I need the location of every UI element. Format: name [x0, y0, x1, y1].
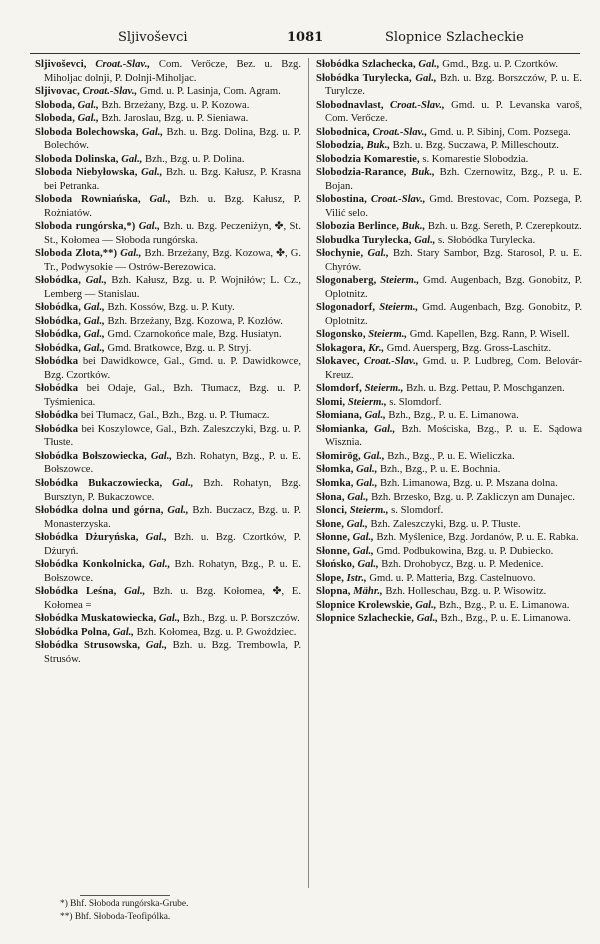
gazetteer-entry	[316, 58, 582, 72]
gazetteer-entry	[316, 518, 582, 532]
entry-details: Bzh. Mościska, Bzg., P. u. E. Sądowa Wisznia.	[325, 423, 582, 449]
entry-place-name: Słobódka	[35, 356, 79, 368]
entry-details: Bzh., Bzg., P. u. E. Limanowa.	[385, 410, 519, 422]
entry-details: Gmd. u. P. Sibinj, Com. Pozsega.	[427, 126, 571, 138]
left-column	[35, 58, 301, 666]
entry-region: Gal.,	[77, 113, 99, 125]
entry-place-name: Słobódka,	[35, 315, 81, 327]
entry-details: Bzh. u. Bzg. Kołomea, ✤, E. Kołomea =	[44, 586, 302, 611]
entry-details: Bzh. Rohatyn, Bzg., P. u. E. Bołszowce.	[44, 450, 301, 476]
entry-place-name: Sloboda Niebyłowska,	[35, 167, 138, 179]
entry-place-name: Słonne,	[316, 545, 350, 557]
gazetteer-entry	[316, 126, 582, 140]
entry-place-name: Słobódka	[35, 410, 79, 422]
gazetteer-entry	[316, 301, 582, 328]
running-header	[0, 30, 600, 50]
entry-place-name: Slokagora,	[316, 342, 366, 354]
gazetteer-entry	[316, 599, 582, 613]
entry-details: bei Odaje, Gal., Bzh. Tłumacz, Bzg. u. P. Tyśmienica.	[44, 383, 301, 408]
entry-region: Croat.-Slav.,	[82, 86, 138, 98]
entry-details: Bzh. Kołomea, Bzg. u. P. Gwoździec.	[133, 626, 297, 638]
entry-region: Gal.,	[150, 450, 173, 462]
entry-region: Gal.,	[416, 613, 438, 625]
gazetteer-entry	[35, 247, 301, 274]
entry-details: Bzh. Brzeżany, Bzg. Kozowa, ✤, G. Tr., Podwysokie — Ostrów-Berezowica.	[44, 248, 302, 273]
gazetteer-entry	[316, 166, 582, 193]
gazetteer-entry	[316, 531, 582, 545]
entry-place-name: Slobudka Turylecka,	[316, 234, 412, 246]
gazetteer-entry	[316, 585, 582, 599]
entry-place-name: Słobódka dolna und górna,	[35, 505, 164, 517]
entry-details: bei Dawidkowce, Gal., Gmd. u. P. Dawidkowce, Bzg. Czortków.	[44, 356, 301, 381]
entry-details: bei Koszylowce, Gal., Bzh. Zaleszczyki, Bzg. u. P. Tłuste.	[44, 423, 301, 449]
entry-region: Gal.,	[346, 518, 368, 530]
entry-place-name: Slobodzia,	[316, 140, 364, 152]
gazetteer-entry	[35, 166, 301, 193]
entry-region: Buk.,	[401, 221, 426, 233]
entry-details: Bzh., Bzg., P. u. E. Wieliczka.	[384, 450, 515, 462]
entry-region: Croat.-Slav.,	[370, 194, 426, 206]
entry-details: Com. Verőcze, Bez. u. Bzg. Miholjac dolnji, P. Dolnji-Miholjac.	[44, 59, 301, 84]
entry-place-name: Słomka,	[316, 477, 354, 489]
gazetteer-entry	[35, 58, 301, 85]
entry-details: Bzh. u. Bzg. Czortków, P. Dżuryń.	[44, 532, 301, 557]
entry-region: Gal.,	[83, 329, 105, 341]
gazetteer-entry	[316, 355, 582, 382]
entry-region: Gal.,	[145, 532, 167, 544]
footnote-1: *) Bhf. Słoboda rungórska-Grube.	[60, 899, 189, 909]
entry-place-name: Sloboda,	[35, 113, 75, 125]
entry-region: Gal.,	[77, 99, 99, 111]
entry-details: Bzh. Rohatyn, Bzg., P. u. E. Bołszowce.	[44, 559, 301, 584]
entry-region: Gal.,	[141, 167, 163, 179]
entry-region: Gal.,	[367, 248, 389, 260]
gazetteer-entry	[316, 220, 582, 234]
gazetteer-entry	[316, 342, 582, 356]
header-last-entry: Slopnice Szlacheckie	[385, 30, 524, 45]
entry-region: Steierm.,	[347, 396, 387, 408]
entry-details: Bzh. Holleschau, Bzg. u. P. Wisowitz.	[382, 586, 547, 598]
entry-details: Bzh. u. Bzg. Suczawa, P. Milleschoutz.	[390, 140, 559, 152]
gazetteer-entry	[35, 531, 301, 558]
entry-region: Gal.,	[121, 153, 143, 165]
entry-details: Bzh. Drohobycz, Bzg. u. P. Medenice.	[378, 559, 544, 571]
gazetteer-entry	[316, 382, 582, 396]
gazetteer-entry	[316, 572, 582, 586]
entry-details: s. Slomdorf.	[388, 505, 444, 517]
entry-details: Gmd. Augenbach, Bzg. Gonobitz, P. Oplotnitz.	[325, 275, 582, 300]
entry-region: Gal.,	[415, 72, 437, 84]
entry-place-name: Słonne,	[316, 532, 350, 544]
gazetteer-entry	[316, 477, 582, 491]
entry-details: Gmd. Czarnokońce male, Bzg. Husiatyn.	[104, 329, 282, 341]
header-rule	[30, 53, 580, 54]
entry-region: Istr.,	[346, 572, 367, 584]
entry-details: Bzh. u. Bzg. Pettau, P. Moschganzen.	[403, 383, 565, 395]
gazetteer-entry	[35, 85, 301, 99]
entry-details: Gmd. u. P. Lasinja, Com. Agram.	[137, 86, 281, 98]
entry-region: Gal.,	[138, 221, 160, 233]
entry-region: Gal.,	[124, 586, 146, 598]
entry-place-name: Slobostina,	[316, 194, 367, 206]
entry-place-name: Słomirög,	[316, 450, 361, 462]
entry-place-name: Słobódka,	[35, 302, 81, 314]
entry-details: Bzh. u. Bzg. Kałusz, P. Krasna bei Petranka.	[44, 167, 302, 192]
gazetteer-entry	[35, 504, 301, 531]
entry-place-name: Słobódka Konkolnicka,	[35, 559, 145, 571]
entry-place-name: Słobódka Turylecka,	[316, 72, 412, 84]
entry-place-name: Słobódka Polna,	[35, 626, 111, 638]
gazetteer-entry	[35, 342, 301, 356]
entry-region: Gal.,	[418, 59, 440, 70]
entry-details: bei Tłumacz, Gal., Bzh., Bzg. u. P. Tłumacz.	[78, 410, 270, 422]
entry-region: Gal.,	[83, 342, 105, 354]
entry-details: Gmd. Brestovac, Com. Pozsega, P. Vilić selo.	[325, 194, 582, 219]
entry-region: Gal.,	[120, 248, 142, 260]
entry-region: Buk.,	[411, 167, 435, 179]
entry-details: Gmd., Bzg. u. P. Czortków.	[439, 59, 559, 70]
entry-details: Bzh. Buczacz, Bzg. u. P. Monasterzyska.	[44, 505, 301, 530]
entry-region: Croat.-Slav.,	[95, 59, 151, 70]
entry-place-name: Słobódka,	[35, 275, 81, 287]
entry-place-name: Sloboda Rowniańska,	[35, 194, 141, 206]
entry-place-name: Slopna,	[316, 586, 351, 598]
entry-details: Gmd. u. P. Levanska varoš, Com. Verőcze.	[325, 99, 582, 125]
entry-region: Steierm.,	[380, 275, 420, 287]
gazetteer-entry	[35, 423, 301, 450]
entry-place-name: Slokavec,	[316, 356, 360, 368]
gazetteer-entry	[35, 315, 301, 329]
entry-place-name: Sloboda,	[35, 99, 75, 111]
gazetteer-entry	[316, 193, 582, 220]
entry-place-name: Słochynie,	[316, 248, 364, 260]
entry-place-name: Słobódka Bołszowiecka,	[35, 450, 147, 462]
entry-place-name: Slogonsko,	[316, 329, 366, 341]
entry-details: s. Słobódka Turylecka.	[435, 234, 536, 246]
entry-region: Kr.,	[368, 342, 385, 354]
entry-details: Gmd. Auersperg, Bzg. Gross-Laschitz.	[384, 342, 552, 354]
entry-details: Gmd. Podbukowina, Bzg. u. P. Dubiecko.	[373, 545, 554, 557]
entry-place-name: Sljivoševci,	[35, 59, 87, 70]
gazetteer-entry	[35, 558, 301, 585]
gazetteer-entry	[316, 409, 582, 423]
entry-place-name: Sljivovac,	[35, 86, 80, 98]
entry-region: Buk.,	[366, 140, 391, 152]
entry-details: Gmd. u. P. Matteria, Bzg. Castelnuovo.	[366, 572, 536, 584]
gazetteer-entry	[316, 274, 582, 301]
gazetteer-entry	[316, 450, 582, 464]
entry-region: Mähr.,	[353, 586, 383, 598]
entry-region: Gal.,	[356, 477, 378, 489]
entry-region: Steierm.,	[349, 505, 389, 517]
entry-place-name: Slobodnica,	[316, 126, 370, 138]
page-number: 1081	[287, 30, 324, 45]
entry-place-name: Slobodzia Komarestie,	[316, 153, 420, 165]
entry-details: Gmd. Bratkowce, Bzg. u. P. Stryj.	[104, 342, 252, 354]
entry-region: Gal.,	[356, 464, 378, 476]
entry-details: Bzh. Brzeżany, Bzg. u. P. Kozowa.	[98, 99, 250, 111]
entry-place-name: Slobozia Berlince,	[316, 221, 400, 233]
gazetteer-entry	[35, 126, 301, 153]
entry-region: Gal.,	[172, 477, 194, 489]
entry-details: Bzh. Kossów, Bzg. u. P. Kuty.	[104, 302, 235, 314]
entry-region: Gal.,	[145, 640, 167, 652]
entry-place-name: Słobódka	[35, 423, 79, 435]
entry-place-name: Slopnice Szlacheckie,	[316, 613, 415, 625]
entry-details: Bzh. Czernowitz, Bzg., P. u. E. Bojan.	[325, 167, 582, 192]
entry-region: Gal.,	[83, 302, 105, 314]
entry-place-name: Sloboda Złota,**)	[35, 248, 118, 260]
gazetteer-entry	[316, 558, 582, 572]
entry-details: Bzh., Bzg., P. u. E. Limanowa.	[437, 613, 571, 625]
gazetteer-entry	[316, 504, 582, 518]
entry-details: Bzh. Brzesko, Bzg. u. P. Zakliczyn am Dunajec.	[368, 491, 575, 503]
entry-place-name: Slonci,	[316, 505, 348, 517]
gazetteer-entry	[35, 301, 301, 315]
entry-details: Bzh. Myślenice, Bzg. Jordanów, P. u. E. Rabka.	[373, 532, 579, 544]
entry-place-name: Slogonaberg,	[316, 275, 377, 287]
gazetteer-entry	[316, 545, 582, 559]
entry-region: Steierm.,	[368, 329, 408, 341]
entry-place-name: Slope,	[316, 572, 344, 584]
entry-region: Gal.,	[414, 234, 436, 246]
entry-region: Gal.,	[357, 559, 379, 571]
entry-place-name: Słobódka Leśna,	[35, 586, 117, 598]
entry-details: Bzh. Stary Sambor, Bzg. Starosol, P. u. E. Chyrów.	[325, 248, 582, 273]
entry-place-name: Słona,	[316, 491, 345, 503]
entry-place-name: Slopnice Krolewskie,	[316, 599, 413, 611]
entry-place-name: Sloboda rungórska,*)	[35, 221, 136, 233]
gazetteer-entry	[316, 328, 582, 342]
entry-place-name: Słońsko,	[316, 559, 355, 571]
gazetteer-entry	[35, 153, 301, 167]
entry-region: Gal.,	[347, 491, 369, 503]
entry-details: s. Slomdorf.	[386, 396, 442, 408]
entry-details: Bzh. Brzeżany, Bzg. Kozowa, P. Kozłów.	[104, 315, 283, 327]
footnote-2: **) Bhf. Słoboda-Teofipólka.	[60, 911, 171, 922]
footnote-rule	[80, 895, 170, 896]
entry-place-name: Słobódka Strusowska,	[35, 640, 141, 652]
entry-details: Bzh. Kałusz, Bzg. u. P. Wojniłów; L. Cz., Lemberg — Stanislau.	[44, 275, 301, 300]
gazetteer-entry	[316, 396, 582, 410]
entry-place-name: Słobódka Bukaczowiecka,	[35, 477, 163, 489]
entry-details: Bzh. u. Bzg. Dolina, Bzg. u. P. Bolechów.	[44, 126, 301, 152]
entry-region: Gal.,	[141, 126, 164, 138]
right-column	[316, 58, 582, 626]
entry-region: Gal.,	[158, 613, 181, 625]
footnotes	[60, 898, 300, 923]
entry-place-name: Słobódka Muskatowiecka,	[35, 613, 157, 625]
entry-details: s. Komarestie Slobodzia.	[419, 153, 529, 165]
entry-place-name: Słobódka Dżuryńska,	[35, 532, 139, 544]
entry-place-name: Sloboda Dolinska,	[35, 153, 119, 165]
gazetteer-entry	[35, 612, 301, 626]
gazetteer-entry	[35, 112, 301, 126]
entry-details: Bzh., Bzg., P. u. E. Bochnia.	[377, 464, 501, 476]
entry-details: Bzh., Bzg., P. u. E. Limanowa.	[436, 599, 570, 611]
entry-region: Croat.-Slav.,	[372, 126, 428, 138]
entry-region: Gal.,	[149, 559, 171, 571]
gazetteer-entry	[316, 153, 582, 167]
entry-region: Gal.,	[83, 315, 105, 327]
gazetteer-entry	[35, 409, 301, 423]
entry-region: Gal.,	[363, 450, 385, 462]
gazetteer-entry	[35, 99, 301, 113]
gazetteer-entry	[316, 139, 582, 153]
entry-region: Steierm.,	[379, 302, 419, 314]
gazetteer-entry	[35, 450, 301, 477]
entry-region: Gal.,	[85, 275, 107, 287]
entry-region: Gal.,	[415, 599, 437, 611]
entry-details: Gmd. u. P. Ludbreg, Com. Belovár-Kreuz.	[325, 356, 582, 381]
entry-place-name: Slobodzia-Rarance,	[316, 167, 407, 179]
header-first-entry: Sljivoševci	[118, 30, 188, 45]
entry-details: Gmd. Kapellen, Bzg. Rann, P. Wisell.	[407, 329, 570, 341]
gazetteer-entry	[35, 274, 301, 301]
entry-details: Bzh. u. Bzg. Peczeniżyn, ✤, St. St., Kołomea — Słoboda rungórska.	[44, 221, 301, 246]
entry-region: Gal.,	[149, 194, 171, 206]
gazetteer-entry	[316, 463, 582, 477]
entry-region: Gal.,	[364, 410, 386, 422]
gazetteer-entry	[316, 234, 582, 248]
entry-place-name: Slomdorf,	[316, 383, 362, 395]
entry-region: Gal.,	[112, 626, 134, 638]
entry-region: Gal.,	[167, 505, 189, 517]
entry-place-name: Słomka,	[316, 464, 354, 476]
entry-place-name: Słobódka Szlachecka,	[316, 59, 416, 70]
gazetteer-entry	[35, 639, 301, 666]
entry-place-name: Słobódka,	[35, 342, 81, 354]
entry-place-name: Słone,	[316, 518, 344, 530]
entry-place-name: Słomianka,	[316, 423, 368, 435]
entry-details: Bzh. Zaleszczyki, Bzg. u. P. Tłuste.	[367, 518, 521, 530]
gazetteer-entry	[35, 477, 301, 504]
entry-details: Bzh. u. Bzg. Sereth, P. Czerepkoutz.	[425, 221, 582, 233]
entry-place-name: Słobódka	[35, 383, 79, 395]
gazetteer-entry	[316, 423, 582, 450]
gazetteer-entry	[316, 247, 582, 274]
gazetteer-entry	[35, 220, 301, 247]
gazetteer-entry	[35, 193, 301, 220]
entry-details: Bzh. Jaroslau, Bzg. u. P. Sieniawa.	[98, 113, 249, 125]
gazetteer-entry	[316, 491, 582, 505]
entry-place-name: Słobódka,	[35, 329, 81, 341]
entry-details: Bzh. Limanowa, Bzg. u. P. Mszana dolna.	[377, 477, 558, 489]
entry-region: Croat.-Slav.,	[363, 356, 419, 368]
entry-details: Gmd. Augenbach, Bzg. Gonobitz, P. Oplotnitz.	[325, 302, 582, 327]
entry-region: Croat.-Slav.,	[390, 99, 445, 111]
gazetteer-entry	[35, 355, 301, 382]
entry-details: Bzh. u. Bzg. Borszczów, P. u. E. Turylcze.	[325, 72, 582, 98]
entry-place-name: Słomiana,	[316, 410, 362, 422]
gazetteer-entry	[35, 382, 301, 409]
gazetteer-entry	[35, 328, 301, 342]
entry-place-name: Slomi,	[316, 396, 346, 408]
entry-details: Bzh. Rohatyn, Bzg. Bursztyn, P. Bukaczowce.	[44, 477, 302, 503]
gazetteer-entry	[35, 626, 301, 640]
entry-details: Bzh. u. Bzg. Trembowla, P. Strusów.	[44, 640, 301, 665]
entry-place-name: Slobodnavlast,	[316, 99, 384, 111]
gazetteer-entry	[316, 72, 582, 99]
entry-region: Gal.,	[352, 545, 374, 557]
gazetteer-entry	[316, 612, 582, 626]
gazetteer-entry	[316, 99, 582, 126]
column-divider	[308, 58, 309, 888]
gazetteer-entry	[35, 585, 301, 612]
entry-details: Bzh. u. Bzg. Kałusz, P. Rożniatów.	[44, 194, 302, 219]
entry-region: Steierm.,	[364, 383, 404, 395]
entry-details: Bzh., Bzg. u. P. Borszczów.	[180, 613, 300, 625]
entry-place-name: Slogonadorf,	[316, 302, 376, 314]
entry-region: Gal.,	[374, 423, 396, 435]
entry-details: Bzh., Bzg. u. P. Dolina.	[142, 153, 245, 165]
entry-place-name: Sloboda Bolechowska,	[35, 126, 139, 138]
entry-region: Gal.,	[352, 532, 374, 544]
